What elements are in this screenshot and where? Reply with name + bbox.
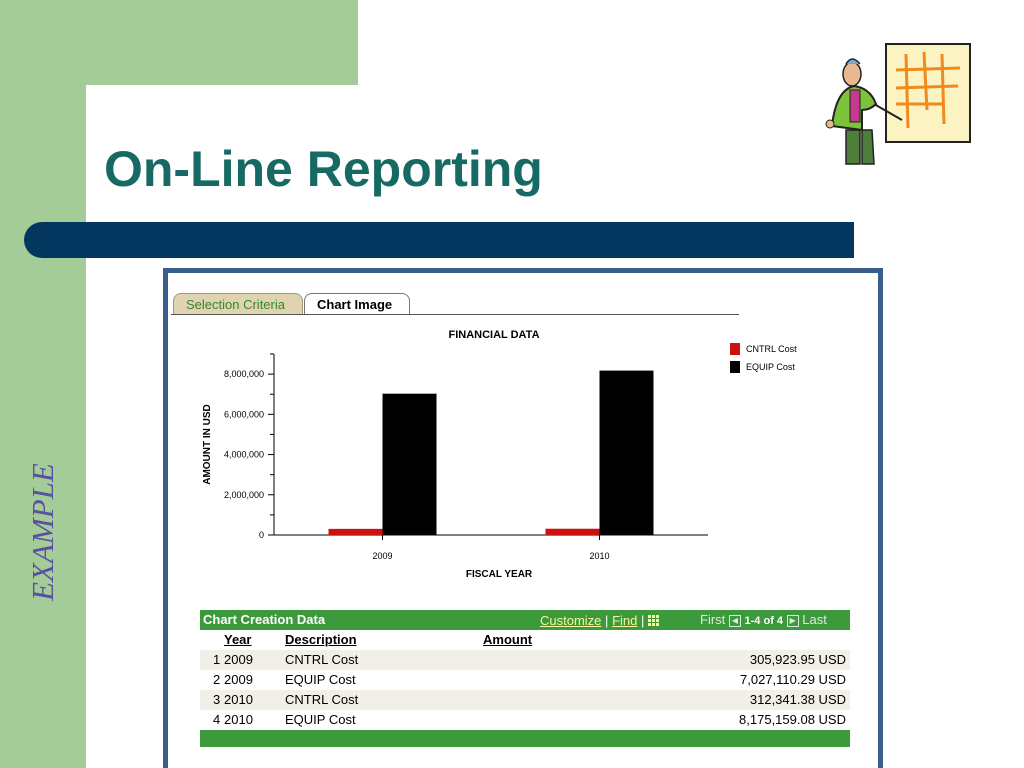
row-year: 2009	[224, 652, 253, 667]
row-number: 2	[213, 672, 221, 687]
legend-swatch	[730, 361, 740, 373]
presenter-clipart-icon	[824, 40, 974, 170]
report-tabs	[171, 290, 741, 316]
legend-label: CNTRL Cost	[746, 344, 797, 354]
row-year: 2010	[224, 712, 253, 727]
row-number: 3	[213, 692, 221, 707]
bar-equip-2010	[600, 371, 654, 535]
y-tick-label: 0	[258, 530, 264, 540]
table-row	[200, 710, 850, 730]
prev-page-icon[interactable]: ◀	[729, 615, 741, 627]
table-row	[200, 670, 850, 690]
grid-footer-bar	[200, 730, 850, 747]
tab-chart-image[interactable]: Chart Image	[304, 293, 410, 315]
next-page-icon[interactable]: ▶	[787, 615, 799, 627]
tab-underline	[171, 314, 739, 315]
side-label: EXAMPLE	[25, 463, 60, 601]
row-number: 1	[213, 652, 221, 667]
page-range: 1-4 of 4	[744, 615, 784, 627]
col-header-amount[interactable]: Amount	[483, 632, 533, 647]
title-divider-bar	[24, 222, 854, 258]
row-description: CNTRL Cost	[285, 692, 359, 707]
row-year: 2009	[224, 672, 253, 687]
table-row	[200, 690, 850, 710]
row-amount: 312,341.38 USD	[749, 692, 846, 707]
row-year: 2010	[224, 692, 253, 707]
grid-links	[540, 613, 660, 628]
col-header-description[interactable]: Description	[285, 632, 357, 647]
grid-view-icon[interactable]	[648, 615, 660, 626]
row-number: 4	[213, 712, 221, 727]
chart-title: FINANCIAL DATA	[448, 329, 540, 341]
y-axis-label: AMOUNT IN USD	[202, 404, 213, 485]
col-header-year[interactable]: Year	[224, 632, 252, 647]
customize-link[interactable]: Customize	[540, 613, 602, 628]
financial-bar-chart	[190, 320, 810, 590]
row-description: EQUIP Cost	[285, 672, 356, 687]
tab-selection-criteria[interactable]: Selection Criteria	[173, 293, 303, 315]
grid-pager	[700, 612, 827, 627]
table-row	[200, 650, 850, 670]
bar-cntrl-2009	[329, 529, 383, 535]
last-link[interactable]: Last	[802, 612, 827, 627]
link-separator: |	[640, 613, 645, 628]
bar-equip-2009	[383, 394, 437, 535]
slide-title: On-Line Reporting	[104, 141, 543, 197]
y-tick-label: 6,000,000	[223, 409, 264, 420]
first-link[interactable]: First	[700, 612, 726, 627]
x-tick-label: 2010	[589, 551, 610, 561]
row-amount: 305,923.95 USD	[749, 652, 846, 667]
grid-header-bar	[200, 610, 850, 630]
x-tick-label: 2009	[372, 551, 393, 561]
legend-swatch	[730, 343, 740, 355]
row-amount: 8,175,159.08 USD	[739, 712, 846, 727]
x-axis-label: FISCAL YEAR	[465, 569, 533, 580]
y-tick-label: 8,000,000	[223, 369, 264, 380]
grid-title: Chart Creation Data	[203, 612, 326, 627]
y-tick-label: 2,000,000	[223, 489, 264, 500]
row-description: EQUIP Cost	[285, 712, 356, 727]
y-tick-label: 4,000,000	[223, 449, 264, 460]
background-green-left	[0, 0, 86, 768]
chart-creation-data-grid	[200, 610, 850, 747]
bar-cntrl-2010	[546, 529, 600, 535]
link-separator: |	[605, 613, 609, 628]
row-amount: 7,027,110.29 USD	[740, 672, 846, 687]
row-description: CNTRL Cost	[285, 652, 359, 667]
grid-column-headers	[200, 630, 850, 650]
find-link[interactable]: Find	[612, 613, 638, 628]
legend-label: EQUIP Cost	[746, 362, 795, 372]
